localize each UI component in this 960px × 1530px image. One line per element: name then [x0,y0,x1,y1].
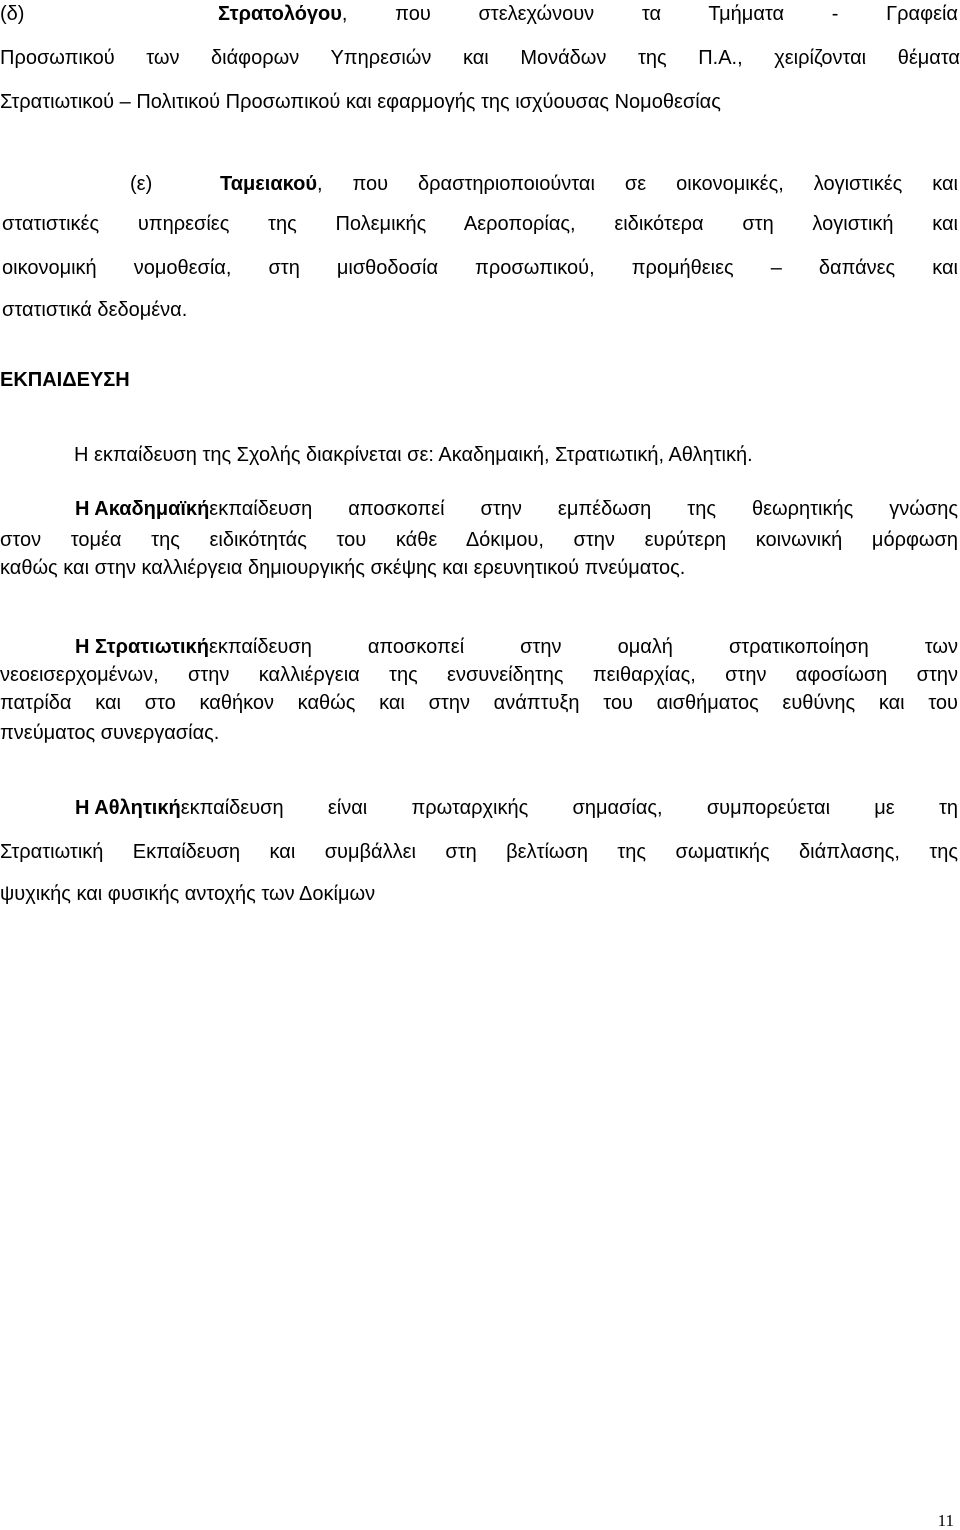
academic-line-1 [75,497,958,521]
page-number: 11 [937,1511,954,1530]
military-line-2: νεοεισερχομένων, στην καλλιέργεια της ενσυνείδητης πειθαρχίας, στην αφοσίωση στην [0,664,958,686]
intro-paragraph: Η εκπαίδευση της Σχολής διακρίνεται σε: Ακαδημαική, Στρατιωτική, Αθλητική. [74,444,753,466]
item-d-line-3: Στρατιωτικού – Πολιτικού Προσωπικού και εφαρμογής της ισχύουσας Νομοθεσίας [0,91,721,113]
item-e-marker: (ε) [130,173,153,195]
academic-line-1-text: εκπαίδευση αποσκοπεί στην εμπέδωση της θεωρητικής γνώσης [209,498,958,520]
military-line-3: πατρίδα και στο καθήκον καθώς και στην ανάπτυξη του αισθήματος ευθύνης και του [0,692,958,714]
item-e-line-2: στατιστικές υπηρεσίες της Πολεμικής Αεροπορίας, ειδικότερα στη λογιστική και [2,213,958,235]
item-e-line-3: οικονομική νομοθεσία, στη μισθοδοσία προσωπικού, προμήθειες – δαπάνες και [2,257,958,279]
section-heading: ΕΚΠΑΙΔΕΥΣΗ [0,369,130,391]
military-term: Η Στρατιωτική [75,636,209,658]
academic-line-2: στον τομέα της ειδικότητάς του κάθε Δόκιμου, στην ευρύτερη κοινωνική μόρφωση [0,529,958,551]
military-line-1 [75,635,958,659]
military-line-1-text: εκπαίδευση αποσκοπεί στην ομαλή στρατικοποίηση των [208,636,958,658]
academic-term: Η Ακαδημαϊκή [75,498,210,520]
athletic-line-1 [75,796,958,820]
item-d-line-1-text: , που στελεχώνουν τα Τμήματα - Γραφεία [341,3,958,25]
athletic-term: Η Αθλητική [75,797,181,819]
military-line-4: πνεύματος συνεργασίας. [0,722,220,744]
athletic-line-3: ψυχικής και φυσικής αντοχής των Δοκίμων [0,883,376,905]
academic-line-3: καθώς και στην καλλιέργεια δημιουργικής σκέψης και ερευνητικού πνεύματος. [0,557,686,579]
item-d-term: Στρατολόγου [218,3,342,25]
athletic-line-1-text: εκπαίδευση είναι πρωταρχικής σημασίας, συμπορεύεται με τη [180,797,958,819]
item-e-term: Ταμειακού [220,173,317,195]
item-d-line-2: Προσωπικού των διάφορων Υπηρεσιών και Μονάδων της Π.Α., χειρίζονται θέματα [0,47,960,69]
item-e-line-4: στατιστικά δεδομένα. [2,299,188,321]
item-e-line-1-text: , που δραστηριοποιούνται σε οικονομικές, λογιστικές και [316,173,958,195]
athletic-line-2: Στρατιωτική Εκπαίδευση και συμβάλλει στη βελτίωση της σωματικής διάπλασης, της [0,841,958,863]
item-d-marker: (δ) [0,3,25,25]
